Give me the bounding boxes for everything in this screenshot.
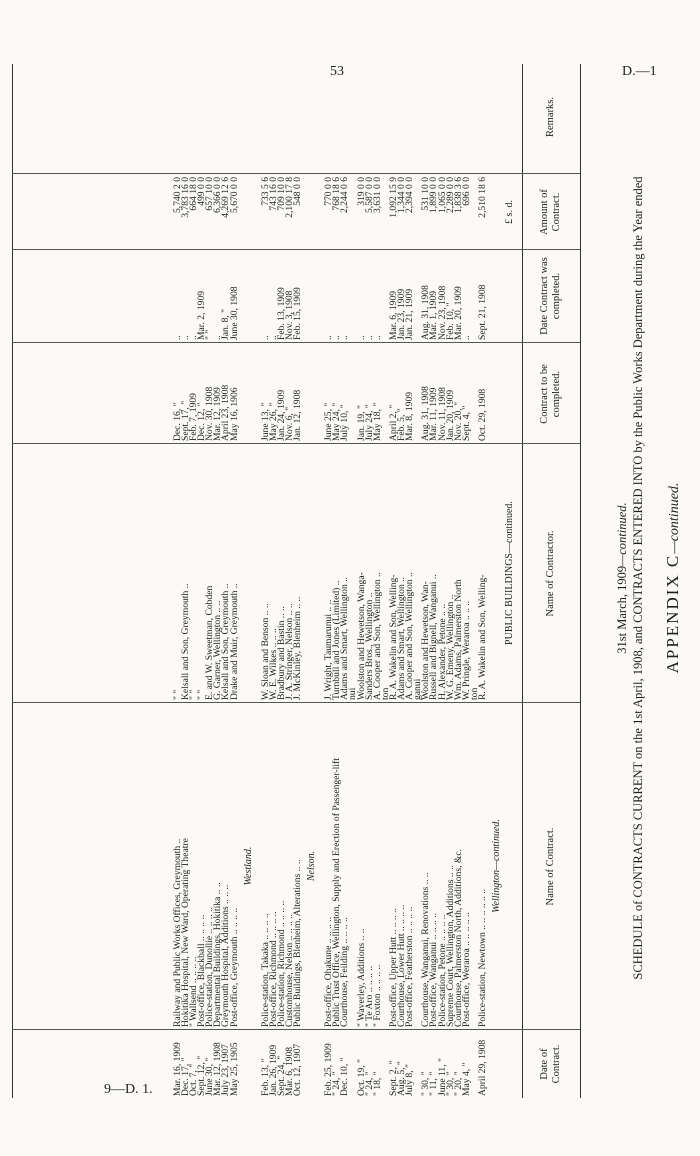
date-of-contract-cell: Sept. 12, " [196, 1055, 208, 1096]
date-completed-cell: Mar. 20, 1909 [452, 286, 464, 340]
date-completed-cell: .. [331, 335, 343, 340]
contractor-cell: " " [196, 689, 208, 700]
contractor-cell: Drake and Muir, Greymouth .. [228, 583, 240, 700]
date-completed-cell: Mar. 2, 1909 [196, 290, 208, 340]
header-date-of-contract: Date of Contract. [539, 1044, 562, 1084]
completion-date-cell: Dec. 16, " [171, 402, 183, 441]
date-of-contract-cell: Feb. 13, " [259, 1058, 271, 1096]
contractor-cell: nui [347, 687, 359, 700]
group-heading: Westland. [242, 846, 254, 886]
completion-date-cell: Sept. 4, " [460, 405, 472, 441]
date-completed-cell: .. [179, 335, 191, 340]
contractor-cell: G. Garner, Wellington .. .. [212, 600, 224, 700]
name-of-contract-cell: Post-office, Wanganui .. .. .. .. [428, 913, 440, 1027]
name-of-contract-cell: Post-office, Blackball .. .. .. .. [196, 914, 208, 1027]
amount-cell: 5,740 2 0 [171, 177, 183, 213]
date-completed-cell: " " [204, 329, 216, 340]
date-completed-cell: .. [212, 335, 224, 340]
date-of-contract-cell: April 29, 1908 [477, 1039, 488, 1096]
completion-date-cell: Jan. 24, 1909 [275, 389, 287, 441]
date-completed-cell: Feb. 15, 1909 [292, 287, 303, 340]
date-completed-cell: .. [259, 335, 271, 340]
date-of-contract-cell: Oct. 19, " [355, 1059, 367, 1096]
completion-date-cell: June 25, " [323, 402, 335, 441]
completion-date-cell: Nov. 20, " [452, 401, 464, 441]
contractor-cell: W. E. Wilkes .. .. .. [267, 628, 279, 700]
amount-cell: 768 18 6 [331, 177, 343, 211]
date-completed-cell: .. [355, 335, 367, 340]
date-of-contract-cell: Sept. 24, " [275, 1055, 287, 1096]
amount-cell: 2,100 17 8 [283, 177, 295, 218]
money-units-header: £ s. d. [504, 200, 515, 224]
name-of-contract-cell: Courthouse, Lower Hutt .. .. .. .. [396, 904, 407, 1027]
date-of-contract-cell: July 8, " [404, 1064, 416, 1096]
date-completed-cell: Mar. 6, 1909 [387, 290, 399, 340]
group-heading: Wellington—continued. [491, 819, 502, 913]
date-completed-cell: .. [371, 335, 383, 340]
amount-cell: 696 0 0 [460, 177, 472, 206]
amount-cell: 2,394 0 0 [404, 177, 416, 213]
contractor-cell: H. Alexander, Petone .. .. [436, 603, 448, 700]
contractor-cell: " " [188, 689, 199, 700]
contractor-cell: Russell and Bignell, Wanganui .. [428, 574, 440, 700]
amount-cell: 531 10 0 [420, 177, 432, 211]
date-of-contract-cell: " 24, " [363, 1071, 375, 1096]
completion-date-cell: July 10, " [339, 404, 351, 441]
date-of-contract-cell: Oct. 7, " [188, 1063, 199, 1096]
date-of-contract-cell: May 25, 1905 [228, 1042, 240, 1096]
amount-cell: 1,065 0 0 [436, 177, 448, 213]
name-of-contract-cell: Post-office, Ohakune .. .. .. .. [323, 916, 335, 1027]
name-of-contract-cell: Police-station, Newtown .. .. .. .. .. .. [477, 888, 488, 1027]
schedule-title: SCHEDULE of CONTRACTS CURRENT on the 1st April, 1908, and CONTRACTS ENTERED INTO by the Public Works Department during the Year ended [631, 176, 645, 980]
name-of-contract-cell: Post-office, Weraroa .. .. .. .. .. [460, 912, 472, 1027]
amount-cell: 1,838 3 6 [452, 177, 464, 213]
completion-date-cell: Mar. 8, 1909 [404, 391, 416, 441]
completion-date-cell: Mar. 11, 1909 [428, 387, 440, 441]
name-of-contract-cell: Hokitika Hospital, New Ward, Operating Theatre [179, 838, 191, 1027]
contractor-cell: Wm. Adams, Palmerston North [452, 579, 464, 700]
contractor-cell: R. A. Wakelin and Son, Welling- [387, 574, 399, 700]
name-of-contract-cell: Public Buildings, Blenheim, Alterations .. .. [292, 859, 303, 1027]
date-of-contract-cell: " 30, " [444, 1071, 456, 1096]
date-completed-cell: .. [460, 335, 472, 340]
amount-cell: 657 10 0 [204, 177, 216, 211]
name-of-contract-cell: " Waverley, Additions .. .. [355, 928, 367, 1027]
name-of-contract-cell: Post-office, Featherston .. .. .. .. [404, 906, 416, 1027]
date-of-contract-cell: " 20, " [452, 1071, 464, 1096]
name-of-contract-cell: Courthouse, Wanganui, Renovations .. .. [420, 872, 432, 1027]
name-of-contract-cell: Courthouse, Feilding .. .. .. .. [339, 917, 351, 1027]
header-name-of-contractor: Name of Contractor. [545, 530, 556, 617]
date-of-contract-cell: June 11, " [436, 1058, 448, 1096]
name-of-contract-cell: Post-office, Upper Hutt .. .. .. .. [387, 908, 399, 1027]
group-heading: Nelson. [306, 850, 317, 882]
contractor-cell: R. A. Wakelin and Son, Welling- [477, 574, 488, 700]
header-rule [522, 64, 523, 1098]
column-divider [12, 702, 580, 703]
name-of-contract-cell: Post-office, Richmond .. .. .. .. [267, 911, 279, 1027]
header-remarks: Remarks. [545, 97, 556, 137]
header-amount-of-contract: Amount of Contract. [539, 189, 562, 235]
date-completed-cell: Jan. 21, 1909 [404, 288, 416, 340]
name-of-contract-cell: Public Trust Office, Wellington, Supply and Erection of Passenger-lift [331, 758, 343, 1027]
contractor-cell: ton [468, 687, 480, 700]
amount-cell: 3,783 16 0 [179, 177, 191, 218]
section-heading: PUBLIC BUILDINGS—continued. [504, 501, 515, 645]
date-completed-cell: .. [363, 335, 375, 340]
name-of-contract-cell: Greymouth Hospital, Additions .. .. .. [220, 884, 232, 1027]
date-of-contract-cell: Dec. 10, " [339, 1057, 351, 1096]
header-date-completed: Date Contract was completed. [539, 257, 562, 335]
name-of-contract-cell: Courthouse, Palmerston North, Additions, &c. [452, 848, 464, 1027]
name-of-contract-cell: " Wallsend .. .. .. .. [188, 956, 199, 1027]
completion-date-cell: April 23, 1908 [220, 384, 232, 441]
completion-date-cell: Oct. 29, 1908 [477, 388, 488, 441]
amount-cell: 1,899 0 0 [428, 177, 440, 213]
date-of-contract-cell: Aug. 5, " [396, 1061, 407, 1096]
amount-cell: 548 0 0 [292, 177, 303, 206]
contractor-cell: Kelsall and Son, Greymouth .. [179, 583, 191, 700]
contractor-cell: A. Cooper and Son, Wellington .. [404, 572, 416, 700]
column-divider [12, 443, 580, 444]
schedule-subtitle: 31st March, 1909—continued. [615, 502, 629, 654]
contractor-cell: Turnbull and Jones (Limited) .. [331, 580, 343, 700]
contractor-cell: J. McKinley, Blenheim .. .. [292, 596, 303, 700]
name-of-contract-cell: " Te Aro .. .. .. .. [363, 965, 375, 1027]
date-completed-cell: .. [171, 335, 183, 340]
amount-cell: 2,244 0 6 [339, 177, 351, 213]
completion-date-cell: July 24, " [363, 404, 375, 441]
date-of-contract-cell: " 24, " [331, 1071, 343, 1096]
name-of-contract-cell: Police-station, Dunollie .. .. .. .. [204, 907, 216, 1027]
completion-date-cell: Jan. 12, 1908 [292, 389, 303, 441]
contractor-cell: Woolston and Hewetson, Wan- [420, 581, 432, 700]
contractor-cell: Sanders Bros., Wellington .. [363, 592, 375, 700]
completion-date-cell: Mar. 12, 1909 [212, 387, 224, 441]
contractor-cell: Adams and Smart, Wellington .. [396, 577, 407, 700]
amount-cell: 709 10 0 [275, 177, 287, 211]
name-of-contract-cell: Police-station, Petone .. .. .. .. [436, 914, 448, 1027]
column-divider [12, 249, 580, 250]
completion-date-cell: May 16, 1906 [228, 387, 240, 441]
date-completed-cell: Sept. 21, 1908 [477, 284, 488, 340]
amount-cell: 770 0 0 [323, 177, 335, 206]
date-of-contract-cell: Jan. 26, 1909 [267, 1044, 279, 1096]
completion-date-cell: Jan. 19, " [355, 405, 367, 441]
header-contract-to-be-completed: Contract to be completed. [539, 364, 562, 424]
amount-cell: 3,631 0 0 [371, 177, 383, 213]
date-of-contract-cell: " 11, " [428, 1071, 440, 1096]
amount-cell: 6,366 0 0 [212, 177, 224, 213]
amount-cell: 4,269 12 6 [220, 177, 232, 218]
name-of-contract-cell: Departmental Buildings, Hokitika .. .. [212, 882, 224, 1027]
completion-date-cell: Dec. 12, " [196, 402, 208, 441]
date-of-contract-cell: Mar. 16, 1909 [171, 1042, 183, 1096]
date-of-contract-cell: June 30, " [204, 1057, 216, 1096]
date-of-contract-cell: May 4, " [460, 1062, 472, 1096]
date-of-contract-cell: Oct. 12, 1907 [292, 1043, 303, 1096]
table-top-rule [580, 64, 581, 1098]
header-name-of-contract: Name of Contract. [545, 827, 556, 906]
date-completed-cell: Mar. 1, 1909 [428, 290, 440, 340]
completion-date-cell: Nov. 6, " [283, 406, 295, 441]
amount-cell: 5,587 0 0 [363, 177, 375, 213]
contractor-cell: Adams and Smart, Wellington .. [339, 577, 351, 700]
amount-cell: 743 16 0 [267, 177, 279, 211]
contractor-cell: J. A. Stringer, Nelson .. .. [283, 603, 295, 700]
completion-date-cell: June 13, " [259, 402, 271, 441]
completion-date-cell: Feb. 7, 1909 [188, 393, 199, 441]
page-footer: 9—D. 1. [104, 1082, 153, 1097]
page-number: 53 [330, 64, 344, 79]
contractor-cell: Woolston and Hewetson, Wanga- [355, 572, 367, 700]
amount-cell: 733 5 6 [259, 177, 271, 206]
amount-cell: 2,510 18 6 [477, 177, 488, 218]
date-completed-cell: Nov. 3, 1908 [283, 290, 295, 340]
column-divider [12, 342, 580, 343]
completion-date-cell: Jan. 20, 1909 [444, 389, 456, 441]
name-of-contract-cell: " Foxton .. .. .. .. [371, 964, 383, 1027]
date-completed-cell: Jan. 23, 1909 [396, 288, 407, 340]
name-of-contract-cell: Police-station, Richmond .. .. .. .. [275, 900, 287, 1027]
contractor-cell: J. Wright, Taumarunui .. .. [323, 599, 335, 700]
date-of-contract-cell: Dec. 17, " [179, 1057, 191, 1096]
amount-cell: 1,344 0 0 [396, 177, 407, 213]
appendix-title: APPENDIX C—continued. [663, 482, 682, 674]
contractor-cell: ton [379, 687, 391, 700]
amount-cell: 5,670 0 0 [228, 177, 240, 213]
contractor-cell: W. G. Emeny, Wellington .. [444, 594, 456, 700]
date-completed-cell: Aug. 31, 1908 [420, 285, 432, 340]
date-of-contract-cell: July 23, 1907 [220, 1044, 232, 1096]
contractor-cell: W. Sloan and Benson .. .. [259, 603, 271, 700]
date-completed-cell: Feb. 10, " [444, 302, 456, 340]
completion-date-cell: Sept. 17, " [179, 400, 191, 441]
contractor-cell: W. Pringle, Weraroa .. .. .. [460, 600, 472, 700]
date-completed-cell: .. [188, 335, 199, 340]
completion-date-cell: Feb. 5, " [396, 408, 407, 441]
contractor-cell: E. and W. Sweetman, Cobden [204, 585, 216, 700]
date-completed-cell: Feb. 13, 1909 [275, 287, 287, 340]
amount-cell: 319 0 0 [355, 177, 367, 206]
completion-date-cell: April 2, " [387, 404, 399, 441]
name-of-contract-cell: Supreme Court, Wellington, Additions .. .. [444, 865, 456, 1027]
column-divider [12, 1029, 580, 1030]
contractor-cell: " " [171, 689, 183, 700]
completion-date-cell: May 18, " [371, 402, 383, 441]
date-of-contract-cell: " 30, " [420, 1071, 432, 1096]
contractor-cell: ganui [412, 678, 424, 700]
date-completed-cell: .. [323, 335, 335, 340]
document-reference: D.—1 [622, 64, 657, 79]
date-completed-cell: .. [339, 335, 351, 340]
date-of-contract-cell: Mar. 6, 1908 [283, 1046, 295, 1096]
contractor-cell: Bradbury and Bastin .. .. [275, 606, 287, 700]
name-of-contract-cell: Post-office, Greymouth .. .. .. .. [228, 907, 240, 1027]
completion-date-cell: Nov. 11, 1908 [436, 387, 448, 441]
date-of-contract-cell: Feb. 25, 1909 [323, 1043, 335, 1096]
date-completed-cell: Jan. 8, " [220, 308, 232, 340]
amount-cell: 664 18 0 [188, 177, 199, 211]
table-bottom-rule [12, 64, 13, 1098]
date-completed-cell: .. [267, 335, 279, 340]
contractor-cell: A. Cooper and Son, Wellington .. [371, 572, 383, 700]
amount-cell: 499 0 0 [196, 177, 208, 206]
name-of-contract-cell: Customhouse, Nelson .. .. .. .. [283, 914, 295, 1027]
amount-cell: 2,289 0 0 [444, 177, 456, 213]
column-divider [12, 173, 580, 174]
date-of-contract-cell: Sept. 2, " [387, 1060, 399, 1096]
contractor-cell: Kelsall and Son, Greymouth .. [220, 583, 232, 700]
date-of-contract-cell: Mar. 12, 1908 [212, 1042, 224, 1096]
name-of-contract-cell: Police-station, Takaka .. .. .. .. [259, 913, 271, 1027]
date-completed-cell: Nov. 23, 1908 [436, 285, 448, 340]
completion-date-cell: Nov. 30, 1908 [204, 386, 216, 441]
date-of-contract-cell: " 18, " [371, 1071, 383, 1096]
date-completed-cell: June 30, 1908 [228, 286, 240, 340]
completion-date-cell: May 26, " [267, 402, 279, 441]
amount-cell: 1,092 15 9 [387, 177, 399, 218]
completion-date-cell: Aug. 31, 1908 [420, 386, 432, 441]
name-of-contract-cell: Railway and Public Works Offices, Greymouth .. [171, 838, 183, 1027]
completion-date-cell: May 24, " [331, 402, 343, 441]
